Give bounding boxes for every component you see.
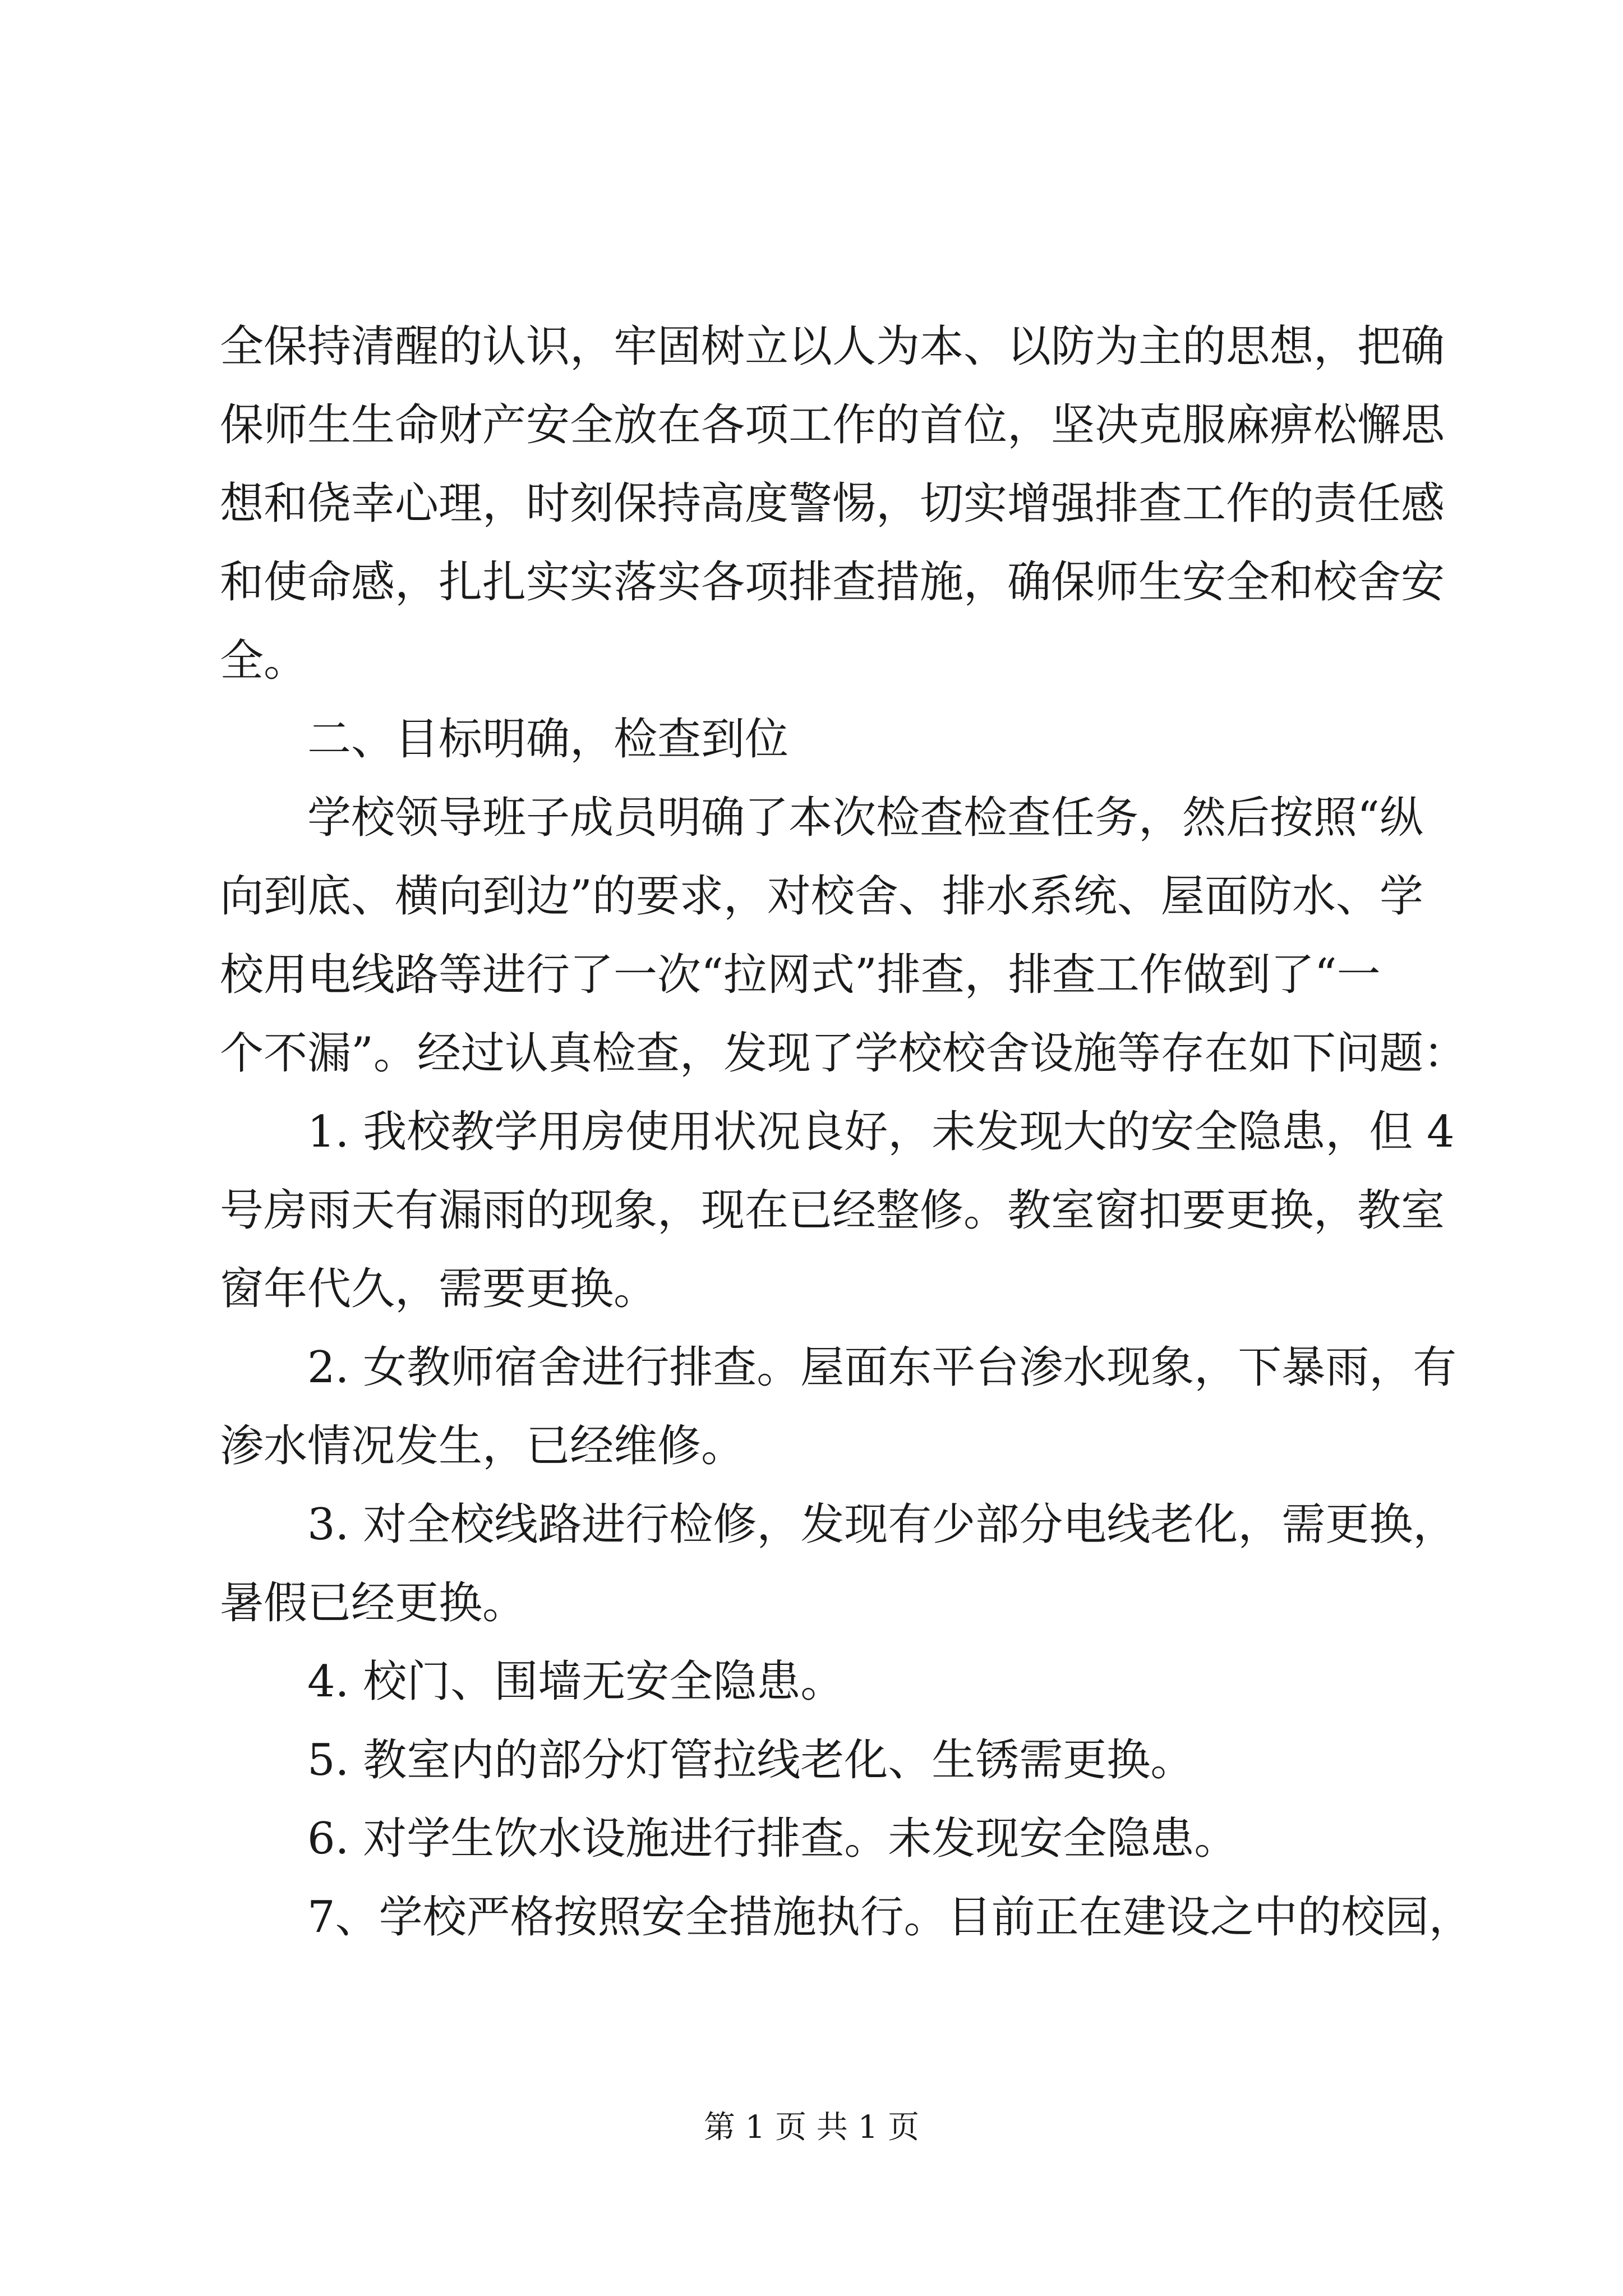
list-item: 2. 女教师宿舍进行排查。屋面东平台渗水现象，下暴雨，有 [220, 1342, 1457, 1393]
list-item: 1. 我校教学用房使用状况良好，未发现大的安全隐患，但 4 [220, 1107, 1455, 1157]
list-item: 3. 对全校线路进行检修，发现有少部分电线老化，需更换， [220, 1499, 1457, 1550]
text-line: 和使命感，扎扎实实落实各项排查措施，确保师生安全和校舍安 [220, 557, 1445, 608]
text-line: 学校领导班子成员明确了本次检查检查任务，然后按照“纵 [220, 793, 1423, 843]
page-number: 第 1 页 共 1 页 [703, 2109, 920, 2146]
page-footer [0, 2108, 1623, 2147]
text-line: 校用电线路等进行了一次“拉网式”排查，排查工作做到了“一 [220, 950, 1381, 1000]
text-line: 全。 [220, 636, 308, 686]
text-line: 想和侥幸心理，时刻保持高度警惕，切实增强排查工作的责任感 [220, 478, 1445, 529]
list-item: 4. 校门、围墙无安全隐患。 [220, 1657, 845, 1707]
list-item: 7、学校严格按照安全措施执行。目前正在建设之中的校园， [220, 1892, 1473, 1943]
list-item: 5. 教室内的部分灯管拉线老化、生锈需更换。 [220, 1735, 1195, 1786]
text-line: 号房雨天有漏雨的现象，现在已经整修。教室窗扣要更换，教室 [220, 1185, 1445, 1236]
text-line: 暑假已经更换。 [220, 1578, 527, 1628]
text-line: 全保持清醒的认识，牢固树立以人为本、以防为主的思想，把确 [220, 321, 1445, 372]
text-line: 窗年代久，需要更换。 [220, 1264, 658, 1314]
text-line: 渗水情况发生，已经维修。 [220, 1421, 745, 1471]
text-line: 向到底、横向到边”的要求，对校舍、排水系统、屋面防水、学 [220, 871, 1423, 922]
text-line: 保师生生命财产安全放在各项工作的首位，坚决克服麻痹松懈思 [220, 400, 1445, 450]
text-line: 个不漏”。经过认真检查，发现了学校校舍设施等存在如下问题： [220, 1028, 1467, 1079]
body-text [220, 307, 1473, 1957]
list-item: 6. 对学生饮水设施进行排查。未发现安全隐患。 [220, 1814, 1238, 1864]
section-heading: 二、目标明确，检查到位 [220, 714, 789, 765]
